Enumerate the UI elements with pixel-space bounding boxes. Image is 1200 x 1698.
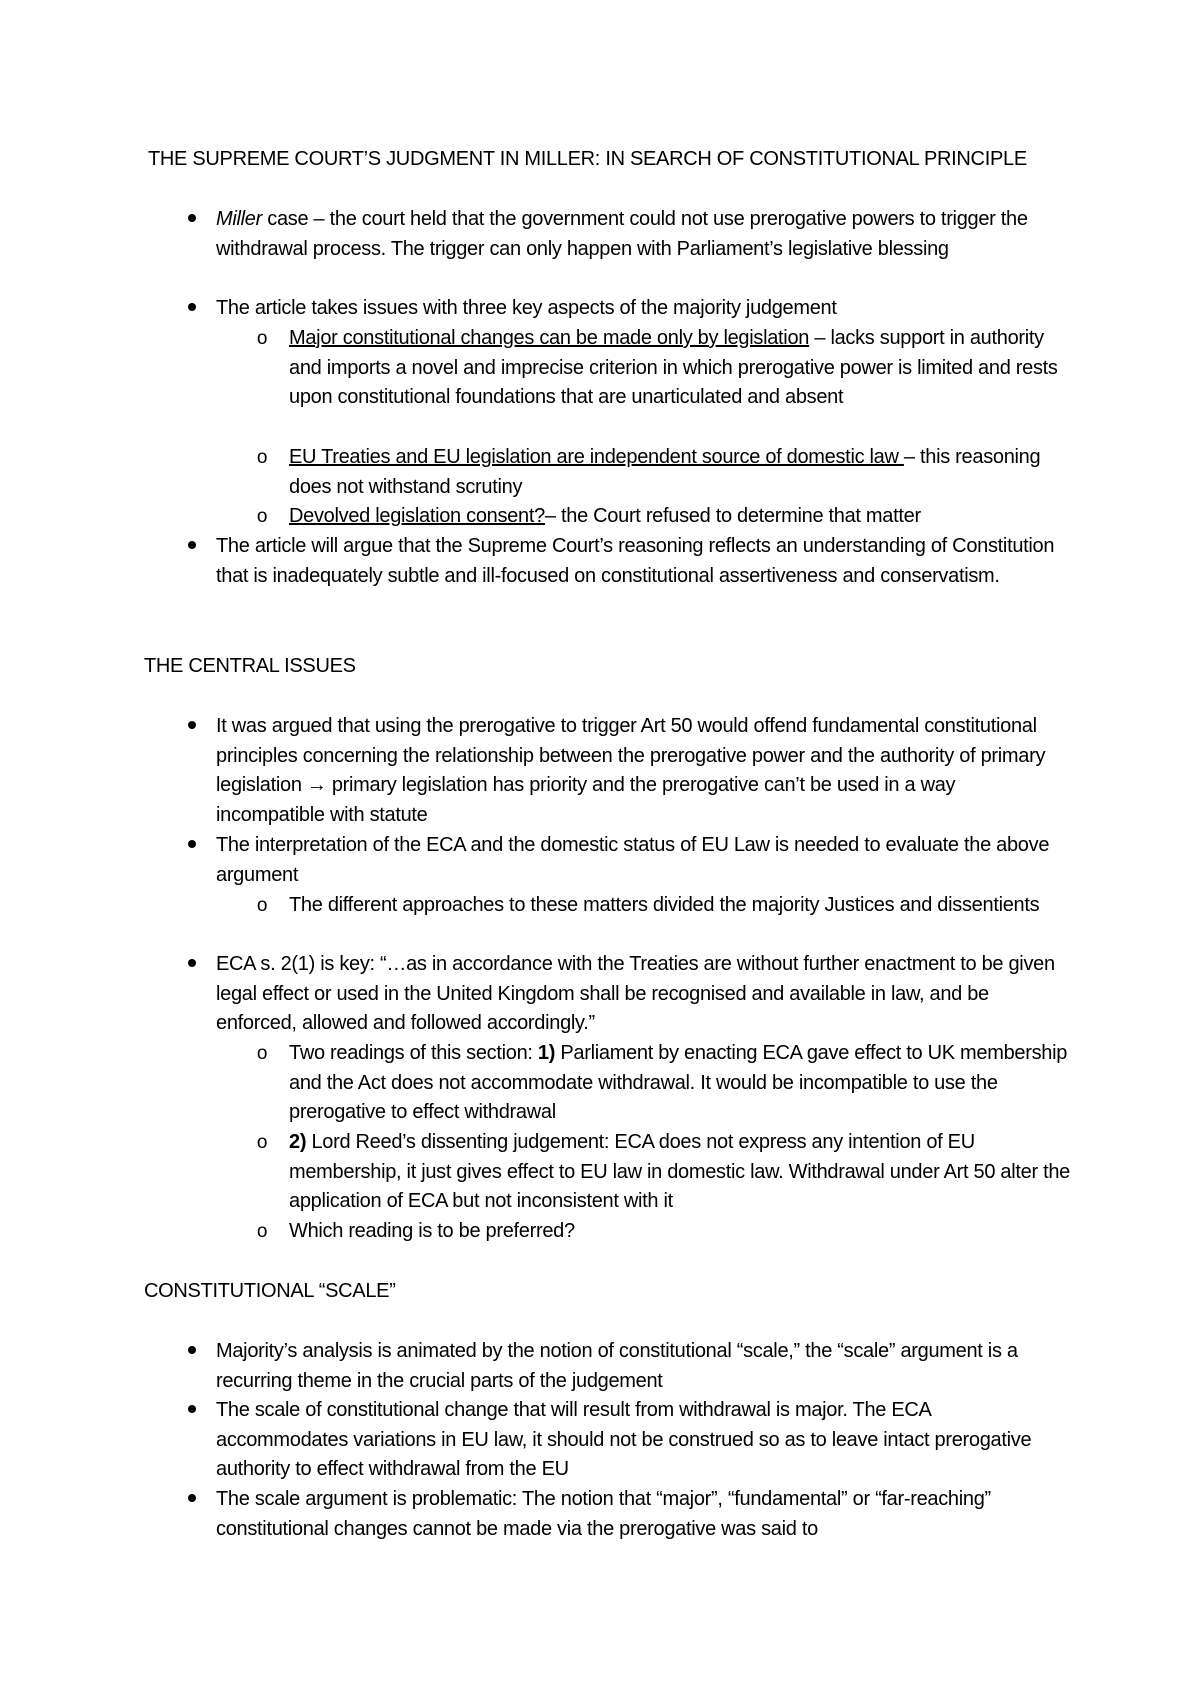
bullet-icon xyxy=(182,712,202,742)
list-item-text: – lacks support in authority and imports a novel and imprecise criterion in which prerogative power is limited and rests upon constitutional foundations that are unarticulated and absent xyxy=(289,327,1058,409)
sub-bullet-icon: o xyxy=(256,328,268,349)
list-item-text: Two readings of this section: xyxy=(289,1042,538,1064)
sub-bullet-icon: o xyxy=(256,447,268,468)
list-item-text: The interpretation of the ECA and the domestic status of EU Law is needed to evaluate the above argument xyxy=(216,834,1050,886)
list-item xyxy=(216,950,1066,1039)
reading-number: 2) xyxy=(289,1131,307,1153)
sub-bullet-icon: o xyxy=(256,895,268,916)
bullet-icon xyxy=(182,1337,202,1367)
list-item-text: The different approaches to these matters divided the majority Justices and dissentients xyxy=(289,894,1040,916)
list-item-text: The article will argue that the Supreme Court’s reasoning reflects an understanding of Constitution that is inadequately subtle and ill-focused on constitutional assertiveness and conservatism. xyxy=(216,535,1055,587)
list-item xyxy=(216,294,1066,324)
sub-list-item xyxy=(256,324,1074,413)
sub-bullet-icon: o xyxy=(256,1043,268,1064)
list-item xyxy=(216,1396,1066,1485)
list-item xyxy=(216,1337,1066,1396)
list-item-text: – the Court refused to determine that matter xyxy=(544,505,921,527)
sub-list-item xyxy=(256,443,1074,502)
section-heading: CONSTITUTIONAL “SCALE” xyxy=(144,1280,396,1302)
list-item-text: The article takes issues with three key aspects of the majority judgement xyxy=(216,297,837,319)
list-item-text: ECA s. 2(1) is key: “…as in accordance with the Treaties are without further enactment to be given legal effect or used in the United Kingdom shall be recognised and available in law, and be enforced, allowed and followed accordingly.” xyxy=(216,953,1055,1035)
list-item-text: Lord Reed’s dissenting judgement: ECA does not express any intention of EU membership, it just gives effect to EU law in domestic law. Withdrawal under Art 50 alter the application of ECA but not inconsistent with it xyxy=(289,1131,1070,1213)
bullet-icon xyxy=(182,950,202,980)
sub-list-item xyxy=(256,1217,1074,1247)
list-item-text: Majority’s analysis is animated by the notion of constitutional “scale,” the “scale” argument is a recurring theme in the crucial parts of the judgement xyxy=(216,1340,1018,1392)
list-item xyxy=(216,712,1066,831)
list-item-text: The scale of constitutional change that will result from withdrawal is major. The ECA accommodates variations in EU law, it should not be construed so as to leave intact prerogative authority to effect withdrawal from the EU xyxy=(216,1399,1032,1481)
list-item xyxy=(216,205,1066,264)
bullet-icon xyxy=(182,1485,202,1515)
bullet-icon xyxy=(182,205,202,235)
list-item-text: – this reasoning does not withstand scrutiny xyxy=(289,446,1041,498)
list-item-text: It was argued that using the prerogative to trigger Art 50 would offend fundamental constitutional principles concerning the relationship between the prerogative power and the authority of primary legislation → primary legislation has priority and the prerogative can’t be used in a way incompatible with statute xyxy=(216,715,1046,827)
section-heading: THE CENTRAL ISSUES xyxy=(144,655,356,677)
bullet-icon xyxy=(182,831,202,861)
case-name: Miller xyxy=(216,208,262,230)
sub-bullet-icon: o xyxy=(256,1221,268,1242)
sub-list-item xyxy=(256,891,1074,921)
list-item-text: Which reading is to be preferred? xyxy=(289,1220,575,1242)
list-item xyxy=(216,1485,1066,1544)
bullet-icon xyxy=(182,532,202,562)
sub-list-item xyxy=(256,1039,1074,1128)
bullet-icon xyxy=(182,294,202,324)
page-title: THE SUPREME COURT’S JUDGMENT IN MILLER: IN SEARCH OF CONSTITUTIONAL PRINCIPLE xyxy=(148,148,1027,170)
sub-bullet-icon: o xyxy=(256,506,268,527)
list-item-text: case – the court held that the government could not use prerogative powers to trigger the withdrawal process. The trigger can only happen with Parliament’s legislative blessing xyxy=(216,208,1028,260)
reading-number: 1) xyxy=(537,1042,556,1064)
underlined-phrase: Major constitutional changes can be made only by legislation xyxy=(289,327,810,349)
list-item xyxy=(216,532,1066,591)
underlined-phrase: EU Treaties and EU legislation are independent source of domestic law xyxy=(289,446,904,468)
underlined-phrase: Devolved legislation consent? xyxy=(289,505,545,527)
bullet-icon xyxy=(182,1396,202,1426)
list-item xyxy=(216,831,1066,890)
sub-bullet-icon: o xyxy=(256,1132,268,1153)
list-item-text: Parliament by enacting ECA gave effect to UK membership and the Act does not accommodate withdrawal. It would be incompatible to use the prerogative to effect withdrawal xyxy=(289,1042,1068,1124)
list-item-text: The scale argument is problematic: The notion that “major”, “fundamental” or “far-reaching” constitutional changes cannot be made via the prerogative was said to xyxy=(216,1488,991,1540)
sub-list-item xyxy=(256,502,1074,532)
sub-list-item xyxy=(256,1128,1074,1217)
